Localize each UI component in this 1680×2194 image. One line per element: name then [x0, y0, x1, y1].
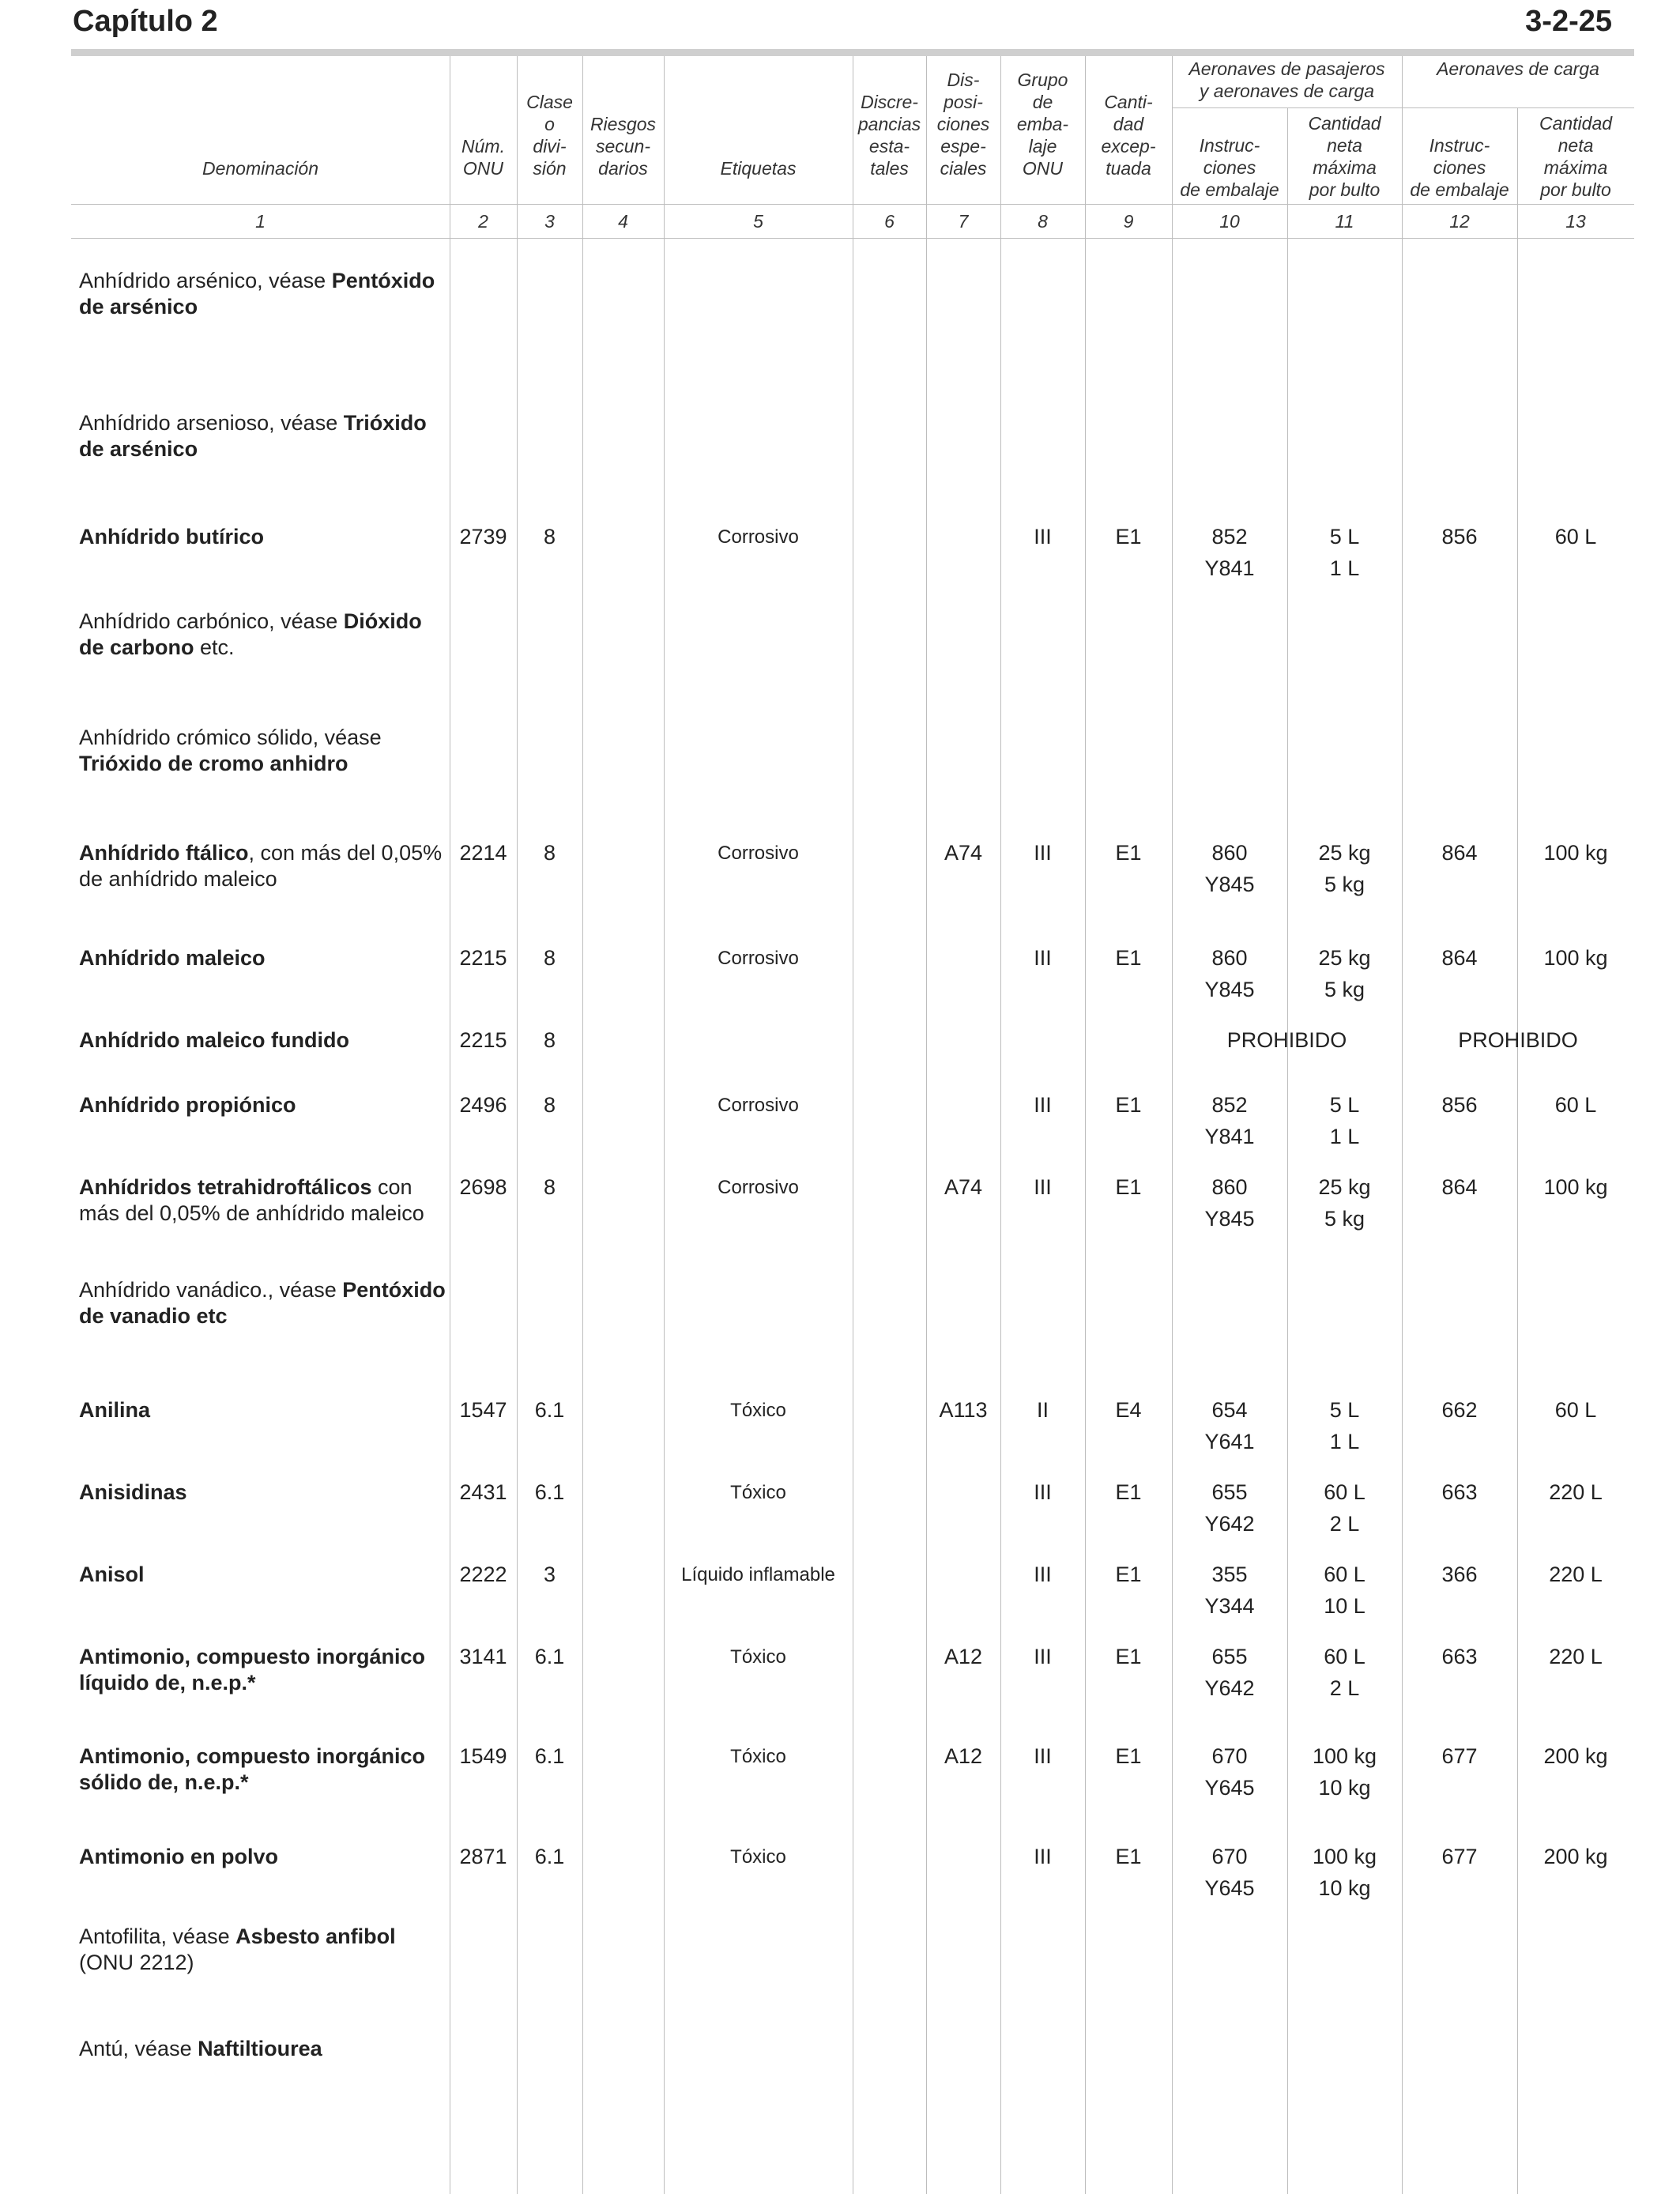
- clase-cell: 8: [543, 1028, 556, 1052]
- instrucciones-pasajeros-cell: [1172, 1841, 1287, 1904]
- num-onu-cell: 1549: [459, 1744, 507, 1768]
- header-instrucciones-pasajeros: Instruc- ciones de embalaje: [1180, 135, 1279, 200]
- denominacion-bold: Anhídridos tetrahidroftálicos: [79, 1175, 372, 1199]
- cantidad-carga-cell: 200 kg: [1543, 1744, 1608, 1768]
- header-num-onu: Núm. ONU: [461, 136, 505, 179]
- header-divider: [71, 204, 1634, 205]
- instruccion-value: 852: [1211, 525, 1248, 548]
- cantidad-value: 2 L: [1329, 1676, 1360, 1700]
- num-onu-cell: 2215: [459, 1028, 507, 1052]
- cantidad-pasajeros-cell: [1287, 1171, 1402, 1235]
- instruccion-value: Y642: [1204, 1512, 1255, 1536]
- instrucciones-pasajeros-cell: [1172, 1089, 1287, 1152]
- grupo-embalaje-cell: III: [1034, 1093, 1052, 1117]
- denominacion-text: Antofilita, véase: [79, 1924, 236, 1948]
- dangerous-goods-table: [71, 56, 1634, 2194]
- instruccion-value: 852: [1211, 1093, 1248, 1117]
- denominacion-cell: [79, 2036, 450, 2062]
- denominacion-text: Anhídrido vanádico., véase: [79, 1278, 343, 1302]
- column-divider: [926, 56, 927, 2194]
- denominacion-text: Anhídrido arsénico, véase: [79, 269, 332, 292]
- clase-cell: 8: [543, 946, 556, 970]
- grupo-embalaje-cell: III: [1034, 525, 1052, 548]
- instrucciones-pasajeros-cell: [1172, 521, 1287, 584]
- grupo-embalaje-cell: III: [1034, 1845, 1052, 1868]
- denominacion-bold: Anilina: [79, 1398, 151, 1422]
- instruccion-value: Y642: [1204, 1676, 1255, 1700]
- header-rule: [71, 49, 1634, 56]
- cantidad-pasajeros-cell: [1287, 1394, 1402, 1457]
- header-etiquetas: Etiquetas: [720, 158, 797, 179]
- denominacion-cell: [79, 1174, 450, 1227]
- cantidad-carga-cell: 220 L: [1549, 1645, 1603, 1668]
- denominacion-text: etc.: [194, 635, 235, 659]
- clase-cell: 6.1: [534, 1398, 565, 1422]
- instruccion-value: Y645: [1204, 1876, 1255, 1900]
- column-number: 2: [478, 210, 488, 232]
- column-divider: [1517, 107, 1518, 2194]
- instruccion-value: Y645: [1204, 1776, 1255, 1800]
- etiqueta-cell: Corrosivo: [718, 843, 799, 864]
- cantidad-value: 100 kg: [1312, 1744, 1377, 1768]
- denominacion-cell: [79, 410, 450, 462]
- num-onu-cell: 2698: [459, 1175, 507, 1199]
- instruccion-value: 860: [1211, 841, 1248, 865]
- denominacion-cell: [79, 609, 450, 661]
- grupo-embalaje-cell: III: [1034, 1175, 1052, 1199]
- denominacion-bold: Antimonio en polvo: [79, 1845, 278, 1868]
- header-cantidad-pasajeros: Cantidad neta máxima por bulto: [1308, 113, 1381, 200]
- clase-cell: 8: [543, 841, 556, 865]
- denominacion-cell: [79, 1924, 450, 1976]
- num-onu-cell: 2739: [459, 525, 507, 548]
- etiqueta-cell: Corrosivo: [718, 1177, 799, 1198]
- denominacion-text: Antú, véase: [79, 2037, 198, 2060]
- cantidad-carga-cell: 60 L: [1554, 1093, 1597, 1117]
- chapter-title: Capítulo 2: [73, 5, 218, 38]
- header-cantidad-exceptuada: Canti- dad excep- tuada: [1101, 92, 1156, 179]
- instrucciones-carga-cell: 366: [1441, 1563, 1478, 1586]
- cantidad-carga-cell: 100 kg: [1543, 946, 1608, 970]
- header-instrucciones-carga: Instruc- ciones de embalaje: [1410, 135, 1509, 200]
- denominacion-cell: [79, 945, 450, 971]
- cantidad-value: 10 kg: [1318, 1876, 1371, 1900]
- column-number: 11: [1335, 210, 1354, 232]
- clase-cell: 8: [543, 1093, 556, 1117]
- denominacion-bold: Anisol: [79, 1563, 145, 1586]
- denominacion-cell: [79, 1092, 450, 1118]
- instrucciones-carga-cell: 864: [1441, 841, 1478, 865]
- denominacion-cell: [79, 1277, 450, 1329]
- denominacion-bold: Pentóxido de vanadio etc: [79, 1278, 446, 1328]
- instruccion-value: Y344: [1204, 1594, 1255, 1618]
- cantidad-exceptuada-cell: E4: [1115, 1398, 1142, 1422]
- column-number: 12: [1449, 210, 1470, 232]
- disposiciones-cell: A113: [939, 1398, 988, 1422]
- cantidad-carga-cell: 220 L: [1549, 1563, 1603, 1586]
- column-number: 8: [1038, 210, 1048, 232]
- cantidad-exceptuada-cell: E1: [1115, 946, 1142, 970]
- column-divider: [582, 56, 583, 2194]
- denominacion-bold: Antimonio, compuesto inorgánico líquido de, n.e.p.*: [79, 1645, 425, 1695]
- grupo-embalaje-cell: III: [1034, 1480, 1052, 1504]
- instruccion-value: 860: [1211, 1175, 1248, 1199]
- clase-cell: 6.1: [534, 1645, 565, 1668]
- instrucciones-pasajeros-cell: [1172, 1394, 1287, 1457]
- denominacion-bold: Antimonio, compuesto inorgánico sólido de, n.e.p.*: [79, 1744, 425, 1794]
- denominacion-bold: Anhídrido maleico fundido: [79, 1028, 349, 1052]
- denominacion-text: (ONU 2212): [79, 1951, 194, 1974]
- clase-cell: 8: [543, 1175, 556, 1199]
- instruccion-value: Y845: [1204, 873, 1255, 896]
- cantidad-pasajeros-cell: [1287, 1740, 1402, 1804]
- disposiciones-cell: A74: [944, 841, 983, 865]
- header-disposiciones: Dis- posi- ciones espe- ciales: [936, 70, 990, 179]
- num-onu-cell: 2496: [459, 1093, 507, 1117]
- denominacion-cell: [79, 1397, 450, 1423]
- column-divider: [1085, 56, 1086, 2194]
- instruccion-value: Y845: [1204, 1207, 1255, 1231]
- cantidad-pasajeros-cell: [1287, 942, 1402, 1005]
- cantidad-value: 5 kg: [1324, 1207, 1365, 1231]
- instrucciones-pasajeros-cell: [1172, 1740, 1287, 1804]
- denominacion-cell: [79, 1562, 450, 1588]
- cantidad-carga-cell: 100 kg: [1543, 841, 1608, 865]
- denominacion-cell: [79, 1027, 450, 1054]
- cantidad-value: 5 L: [1329, 525, 1360, 548]
- num-onu-cell: 2871: [459, 1845, 507, 1868]
- cantidad-value: 2 L: [1329, 1512, 1360, 1536]
- denominacion-text: Anhídrido crómico sólido, véase: [79, 726, 382, 749]
- cantidad-value: 10 L: [1324, 1594, 1365, 1618]
- header-group-pasajeros: Aeronaves de pasajeros y aeronaves de carga: [1188, 58, 1385, 101]
- column-number: 5: [753, 210, 763, 232]
- instrucciones-carga-cell: 663: [1441, 1645, 1478, 1668]
- cantidad-value: 1 L: [1329, 556, 1360, 580]
- column-divider: [1402, 56, 1403, 2194]
- cantidad-value: 5 kg: [1324, 873, 1365, 896]
- cantidad-exceptuada-cell: E1: [1115, 1563, 1142, 1586]
- disposiciones-cell: A12: [944, 1744, 983, 1768]
- header-discrepancias: Discre- pancias esta- tales: [857, 92, 921, 179]
- header-group-carga: Aeronaves de carga: [1437, 58, 1599, 79]
- denominacion-bold: Anisidinas: [79, 1480, 187, 1504]
- header-riesgos: Riesgos secun- darios: [590, 114, 657, 179]
- instrucciones-carga-cell: 662: [1441, 1398, 1478, 1422]
- denominacion-cell: [79, 1744, 450, 1796]
- cantidad-exceptuada-cell: E1: [1115, 1480, 1142, 1504]
- cantidad-exceptuada-cell: E1: [1115, 1845, 1142, 1868]
- cantidad-exceptuada-cell: E1: [1115, 841, 1142, 865]
- instrucciones-pasajeros-cell: [1172, 942, 1287, 1005]
- header-clase: Clase o divi- sión: [526, 92, 573, 179]
- cantidad-value: 1 L: [1329, 1430, 1360, 1453]
- column-number: 13: [1565, 210, 1586, 232]
- etiqueta-cell: Tóxico: [730, 1482, 786, 1503]
- etiqueta-cell: Tóxico: [730, 1846, 786, 1868]
- cantidad-carga-cell: 220 L: [1549, 1480, 1603, 1504]
- header-grupo: Grupo de emba- laje ONU: [1016, 70, 1069, 179]
- cantidad-pasajeros-cell: [1287, 837, 1402, 900]
- grupo-embalaje-cell: III: [1034, 841, 1052, 865]
- page-number: 3-2-25: [1525, 5, 1612, 38]
- cantidad-value: 25 kg: [1318, 841, 1371, 865]
- header-denominacion: Denominación: [202, 158, 319, 179]
- denominacion-bold: Pentóxido: [331, 269, 435, 292]
- num-onu-cell: 2215: [459, 946, 507, 970]
- column-number-divider: [71, 238, 1634, 239]
- instruccion-value: Y841: [1204, 1125, 1255, 1148]
- instrucciones-carga-cell: 677: [1441, 1744, 1478, 1768]
- instruccion-value: Y841: [1204, 556, 1255, 580]
- cantidad-carga-cell: 100 kg: [1543, 1175, 1608, 1199]
- cantidad-pasajeros-cell: [1287, 1641, 1402, 1704]
- denominacion-cell: [79, 268, 450, 320]
- cantidad-value: 25 kg: [1318, 946, 1371, 970]
- clase-cell: 6.1: [534, 1744, 565, 1768]
- instrucciones-pasajeros-cell: [1172, 1641, 1287, 1704]
- clase-cell: 3: [543, 1563, 556, 1586]
- denominacion-bold: Trióxido de cromo anhidro: [79, 752, 348, 775]
- instrucciones-carga-cell: 864: [1441, 946, 1478, 970]
- instrucciones-pasajeros-cell: [1172, 837, 1287, 900]
- column-number: 4: [618, 210, 628, 232]
- instrucciones-pasajeros-cell: [1172, 1171, 1287, 1235]
- instrucciones-carga-cell: 677: [1441, 1845, 1478, 1868]
- column-number: 1: [255, 210, 266, 232]
- denominacion-cell: [79, 524, 450, 550]
- grupo-embalaje-cell: III: [1034, 946, 1052, 970]
- denominacion-bold: Anhídrido butírico: [79, 525, 264, 548]
- column-number: 9: [1123, 210, 1134, 232]
- cantidad-value: 10 kg: [1318, 1776, 1371, 1800]
- num-onu-cell: 2431: [459, 1480, 507, 1504]
- instruccion-value: 670: [1211, 1845, 1248, 1868]
- cantidad-value: 5 L: [1329, 1398, 1360, 1422]
- denominacion-cell: [79, 1844, 450, 1870]
- column-number: 6: [884, 210, 895, 232]
- clase-cell: 8: [543, 525, 556, 548]
- column-divider: [1000, 56, 1001, 2194]
- num-onu-cell: 3141: [459, 1645, 507, 1668]
- cantidad-pasajeros-cell: [1287, 521, 1402, 584]
- denominacion-bold: Anhídrido maleico: [79, 946, 266, 970]
- cantidad-value: 60 L: [1324, 1645, 1365, 1668]
- num-onu-cell: 2222: [459, 1563, 507, 1586]
- instruccion-value: Y641: [1204, 1430, 1255, 1453]
- instrucciones-pasajeros-cell: [1172, 1559, 1287, 1622]
- grupo-embalaje-cell: II: [1036, 1398, 1049, 1422]
- column-number: 10: [1219, 210, 1240, 232]
- num-onu-cell: 2214: [459, 841, 507, 865]
- etiqueta-cell: Tóxico: [730, 1746, 786, 1767]
- cantidad-value: 60 L: [1324, 1563, 1365, 1586]
- denominacion-cell: [79, 840, 450, 892]
- instruccion-value: 655: [1211, 1480, 1248, 1504]
- cantidad-value: 5 L: [1329, 1093, 1360, 1117]
- instrucciones-carga-cell: 864: [1441, 1175, 1478, 1199]
- instrucciones-pasajeros-cell: [1172, 1476, 1287, 1540]
- instruccion-value: 670: [1211, 1744, 1248, 1768]
- instruccion-value: 860: [1211, 946, 1248, 970]
- denominacion-text: Anhídrido arsenioso, véase: [79, 411, 344, 435]
- cantidad-carga-cell: 60 L: [1554, 525, 1597, 548]
- clase-cell: 6.1: [534, 1845, 565, 1868]
- etiqueta-cell: Corrosivo: [718, 526, 799, 548]
- denominacion-text: , con más del 0,05% de anhídrido maleico: [79, 841, 443, 891]
- page-header: [73, 0, 1612, 49]
- column-divider: [664, 56, 665, 2194]
- denominacion-cell: [79, 1480, 450, 1506]
- grupo-embalaje-cell: III: [1034, 1563, 1052, 1586]
- column-number: 7: [958, 210, 969, 232]
- disposiciones-cell: A12: [944, 1645, 983, 1668]
- instruccion-value: Y845: [1204, 978, 1255, 1001]
- denominacion-bold: Dióxido de carbono: [79, 609, 422, 659]
- instrucciones-carga-cell: 856: [1441, 1093, 1478, 1117]
- denominacion-bold: Anhídrido ftálico: [79, 841, 249, 865]
- cantidad-carga-cell: 60 L: [1554, 1398, 1597, 1422]
- cantidad-exceptuada-cell: E1: [1115, 1093, 1142, 1117]
- cantidad-value: 25 kg: [1318, 1175, 1371, 1199]
- etiqueta-cell: Tóxico: [730, 1400, 786, 1421]
- prohibido-carga: PROHIBIDO: [1458, 1028, 1578, 1052]
- denominacion-bold: Asbesto anfibol: [235, 1924, 396, 1948]
- etiqueta-cell: Líquido inflamable: [681, 1564, 835, 1585]
- instrucciones-carga-cell: 663: [1441, 1480, 1478, 1504]
- instruccion-value: 355: [1211, 1563, 1248, 1586]
- cantidad-exceptuada-cell: E1: [1115, 1645, 1142, 1668]
- header-cantidad-carga: Cantidad neta máxima por bulto: [1539, 113, 1613, 200]
- grupo-embalaje-cell: III: [1034, 1645, 1052, 1668]
- denominacion-text: con más del 0,05% de anhídrido maleico: [79, 1175, 424, 1225]
- cantidad-pasajeros-cell: [1287, 1476, 1402, 1540]
- cantidad-value: 5 kg: [1324, 978, 1365, 1001]
- denominacion-bold: Anhídrido propiónico: [79, 1093, 296, 1117]
- cantidad-exceptuada-cell: E1: [1115, 1175, 1142, 1199]
- cantidad-value: 60 L: [1324, 1480, 1365, 1504]
- denominacion-text: Anhídrido carbónico, véase: [79, 609, 344, 633]
- instrucciones-carga-cell: 856: [1441, 525, 1478, 548]
- cantidad-pasajeros-cell: [1287, 1089, 1402, 1152]
- cantidad-exceptuada-cell: E1: [1115, 1744, 1142, 1768]
- etiqueta-cell: Corrosivo: [718, 1095, 799, 1116]
- prohibido-pasajeros: PROHIBIDO: [1226, 1028, 1347, 1052]
- instruccion-value: 654: [1211, 1398, 1248, 1422]
- column-number: 3: [544, 210, 555, 232]
- grupo-embalaje-cell: III: [1034, 1744, 1052, 1768]
- etiqueta-cell: Corrosivo: [718, 948, 799, 969]
- column-divider: [517, 56, 518, 2194]
- denominacion-cell: [79, 1644, 450, 1696]
- denominacion-bold: Trióxido de arsénico: [79, 411, 427, 461]
- denominacion-bold: Naftiltiourea: [198, 2037, 322, 2060]
- num-onu-cell: 1547: [459, 1398, 507, 1422]
- clase-cell: 6.1: [534, 1480, 565, 1504]
- disposiciones-cell: A74: [944, 1175, 983, 1199]
- etiqueta-cell: Tóxico: [730, 1646, 786, 1668]
- cantidad-value: 1 L: [1329, 1125, 1360, 1148]
- cantidad-pasajeros-cell: [1287, 1559, 1402, 1622]
- cantidad-value: 100 kg: [1312, 1845, 1377, 1868]
- denominacion-bold: de arsénico: [79, 295, 198, 319]
- denominacion-cell: [79, 725, 450, 777]
- cantidad-carga-cell: 200 kg: [1543, 1845, 1608, 1868]
- cantidad-pasajeros-cell: [1287, 1841, 1402, 1904]
- cantidad-exceptuada-cell: E1: [1115, 525, 1142, 548]
- instruccion-value: 655: [1211, 1645, 1248, 1668]
